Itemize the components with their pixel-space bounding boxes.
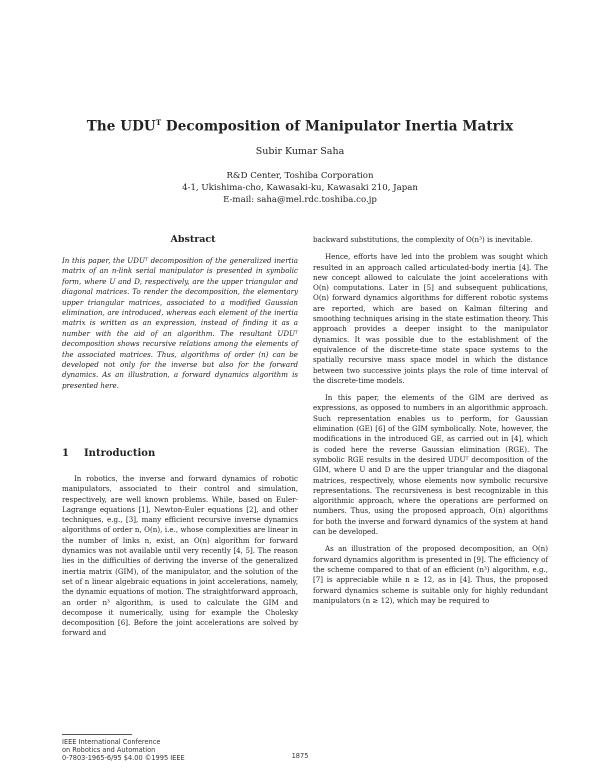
paper-title bbox=[40, 118, 560, 135]
title-main: The UDU bbox=[86, 118, 156, 135]
section-title: Introduction bbox=[84, 448, 156, 459]
right-paragraph-1: backward substitutions, the complexity of O(n³) is inevitable. bbox=[313, 235, 533, 244]
abstract-text: In this paper, the UDUᵀ decomposition of the generalized inertia matrix of an n-link serial manipulator is presented in symbolic form, where U and D, respectively, are the upper triangular and diagonal matrices. To render the decomposition, the elementary upper triangular matrices, associated to a modified Gaussian elimination, are introduced, whereas each element of the inertia matrix is written as an expression, instead of finding it as a number with the aid of an algorithm. The resultant UDUᵀ decomposition shows recursive relations among the elements of the associated matrices. Thus, algorithms of order (n) can be developed not only for the inverse but also for the forward dynamics. As an illustration, a forward dynamics algorithm is presented here. bbox=[62, 256, 298, 390]
author-name: Subir Kumar Saha bbox=[255, 146, 345, 157]
right-paragraph-3: In this paper, the elements of the GIM are derived as expressions, as opposed to numbers in an algorithmic approach. Such representation enables us to perform, for Gaussian elimination (GE) [6] of the GIM symbolically. Note, however, the modifications in the introduced GE, as carried out in [4], which is coded here the reverse Gaussian elimination (RGE). The symbolic RGE results in the desired UDUᵀ decomposition of the GIM, where U and D are the upper triangular and the diagonal matrices, respectively, whose elements now symbolic recursive representations. The recursiveness is best recognizable in this algorithmic approach, where the operations are performed on numbers. Thus, using the proposed approach, O(n) algorithms for both the inverse and forward dynamics of the system at hand can be developed. bbox=[313, 393, 548, 537]
intro-paragraph: In robotics, the inverse and forward dynamics of robotic manipulators, associated to their control and simulation, respectively, are well known problems. While, based on Euler-Lagrange equations [1], Newton-Euler equations [2], and other techniques, e.g., [3], many efficient recursive inverse dynamics algorithms of order n, O(n), i.e., whose complexities are linear in the number of links n, exist, an O(n) algorithm for forward dynamics was not available until very recently [4, 5]. The reason lies in the difficulties of deriving the inverse of the generalized inertia matrix (GIM), of the manipulator, and the solution of the set of n linear algebraic equations in joint accelerations, namely, the dynamic equations of motion. The straightforward approach, an order n³ algorithm, is used to calculate the GIM and decompose it numerically, using for example the Cholesky decomposition [6]. Before the joint accelerations are solved by forward and bbox=[62, 474, 298, 638]
right-paragraph-2: Hence, efforts have led into the problem was sought which resulted in an approach called articulated-body inertia [4]. The new concept allowed to calculate the joint accelerations with O(n) computations. Later in [5] and subsequent publications, O(n) forward dynamics algorithms for different robotic systems are reported, which are based on Kalman filtering and smoothing techniques arising in the state estimation theory. This approach provides a deeper insight to the manipulator dynamics. It was possible due to the establishment of the equivalence of the discrete-time state space systems to the spatially recursive mass space model in which the distance between two successive joints plays the role of time interval of the discrete-time models. bbox=[313, 252, 548, 385]
section-number: 1 bbox=[62, 448, 69, 459]
abstract-heading: Abstract bbox=[170, 234, 216, 245]
section-heading bbox=[62, 448, 155, 459]
left-column-body bbox=[62, 474, 298, 639]
right-paragraph-4: As an illustration of the proposed decomposition, an O(n) forward dynamics algorithm is presented in [9]. The efficiency of the scheme compared to that of an efficient (n³) algorithm, e.g., [7] is appreciable while n ≥ 12, as in [4]. Thus, the proposed forward dynamics scheme is suitable only for highly redundant manipulators (n ≥ 12), which may be required to bbox=[313, 544, 548, 605]
affiliation-email: E-mail: saha@mel.rdc.toshiba.co.jp bbox=[223, 195, 377, 205]
title-rest: Decomposition of Manipulator Inertia Matrix bbox=[161, 118, 514, 135]
footer-line-2: on Robotics and Automation bbox=[62, 746, 156, 755]
right-column-body bbox=[313, 235, 548, 606]
title-superscript: T bbox=[155, 118, 162, 127]
page-number: 1875 bbox=[291, 752, 309, 760]
affiliation-address: 4-1, Ukishima-cho, Kawasaki-ku, Kawasaki 210, Japan bbox=[182, 183, 418, 193]
footer-divider bbox=[62, 734, 132, 735]
footer-line-1: IEEE International Conference bbox=[62, 738, 161, 746]
affiliation-block bbox=[0, 170, 600, 206]
footer-line-3: 0-7803-1965-6/95 $4.00 ©1995 IEEE bbox=[62, 754, 185, 763]
affiliation-org: R&D Center, Toshiba Corporation bbox=[226, 171, 374, 181]
